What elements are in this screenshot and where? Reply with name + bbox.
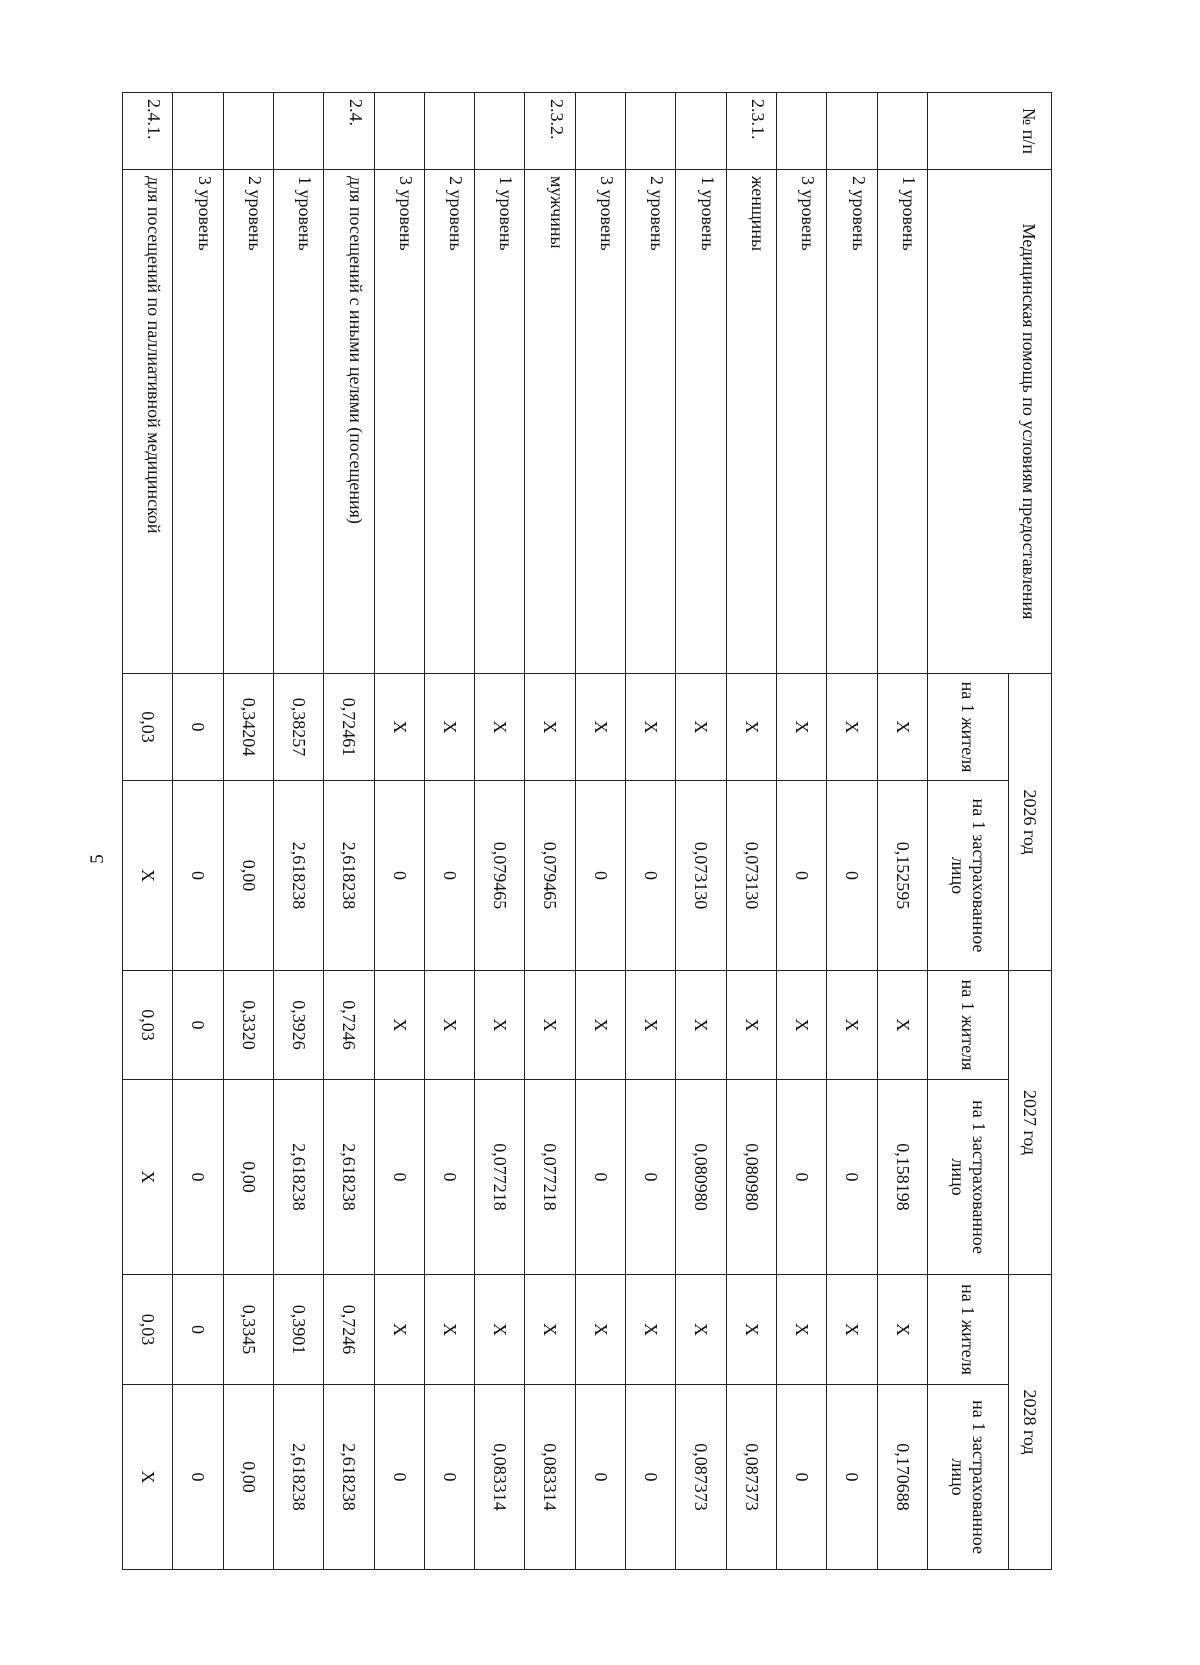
column-header-care-type: Медицинская помощь по условиям предоставления [928,170,1052,674]
row-number [273,93,323,170]
table-cell-value: 0,03 [123,1275,173,1385]
table-cell-value: Х [827,674,877,781]
table-cell-value: 0,077218 [475,1080,525,1275]
page-number: 5 [87,854,108,864]
row-number [475,93,525,170]
row-label: 2 уровень [827,170,877,674]
row-label: 3 уровень [173,170,223,674]
row-number [575,93,625,170]
table-cell-value: Х [877,1275,927,1385]
table-cell-value: Х [777,1275,827,1385]
table-row [726,93,776,1570]
table-cell-value: 0,34204 [223,674,273,781]
table-cell-value: Х [877,971,927,1080]
table-cell-value: Х [676,674,726,781]
subheader-per-insured: на 1 застрахованное лицо [928,1385,1009,1570]
table-cell-value: 0 [374,1080,424,1275]
table-cell-value: 0,7246 [324,1275,374,1385]
table-cell-value: 0 [827,1385,877,1570]
table-cell-value: Х [575,1275,625,1385]
row-number [374,93,424,170]
row-number [676,93,726,170]
row-number [424,93,474,170]
table-cell-value: 0,3345 [223,1275,273,1385]
column-header-year-2028: 2028 год [1009,1275,1052,1570]
table-cell-value: 0,170688 [877,1385,927,1570]
table-cell-value: 0 [173,674,223,781]
table-cell-value: 0 [424,1385,474,1570]
table-cell-value: 0,00 [223,1385,273,1570]
table-cell-value: 0 [777,1385,827,1570]
table-cell-value: 0,158198 [877,1080,927,1275]
table-cell-value: 0,073130 [676,781,726,971]
row-label: мужчины [525,170,575,674]
row-number [223,93,273,170]
table-cell-value: Х [575,971,625,1080]
table-cell-value: 0 [626,1080,676,1275]
subheader-per-resident: на 1 жителя [928,674,1009,781]
table-cell-value: Х [877,674,927,781]
row-label: 1 уровень [877,170,927,674]
table-cell-value: 0 [173,1275,223,1385]
row-label: 2 уровень [223,170,273,674]
medical-care-volume-table [122,92,1052,1570]
table-row [827,93,877,1570]
table-cell-value: Х [827,971,877,1080]
table-cell-value: 2,618238 [273,1080,323,1275]
table-cell-value: 0,080980 [726,1080,776,1275]
table-cell-value: 2,618238 [273,1385,323,1570]
row-label: 3 уровень [777,170,827,674]
table-cell-value: Х [777,674,827,781]
table-cell-value: Х [626,971,676,1080]
table-cell-value: 0,72461 [324,674,374,781]
subheader-per-insured: на 1 застрахованное лицо [928,781,1009,971]
table-cell-value: 0 [374,1385,424,1570]
table-cell-value: 0,03 [123,971,173,1080]
table-cell-value: Х [575,674,625,781]
subheader-per-insured: на 1 застрахованное лицо [928,1080,1009,1275]
table-row [273,93,323,1570]
table-cell-value: 0,083314 [475,1385,525,1570]
table-cell-value: 0,152595 [877,781,927,971]
table-cell-value: 0,3320 [223,971,273,1080]
table-cell-value: Х [827,1275,877,1385]
table-cell-value: Х [374,971,424,1080]
table-cell-value: 0,073130 [726,781,776,971]
row-label: 3 уровень [575,170,625,674]
table-cell-value: Х [676,971,726,1080]
row-number: 2.4.1. [123,93,173,170]
row-number: 2.3.2. [525,93,575,170]
table-row [475,93,525,1570]
table-row [173,93,223,1570]
table-cell-value: Х [726,674,776,781]
table-cell-value: 0,080980 [676,1080,726,1275]
table-cell-value: Х [123,1080,173,1275]
row-label: 2 уровень [626,170,676,674]
row-label: 1 уровень [475,170,525,674]
table-cell-value: 0,00 [223,1080,273,1275]
table-cell-value: Х [726,971,776,1080]
table-cell-value: 0 [173,1385,223,1570]
table-cell-value: 0,03 [123,674,173,781]
column-header-number: № п/п [928,93,1052,170]
table-cell-value: 0 [626,1385,676,1570]
table-row [676,93,726,1570]
table-row [424,93,474,1570]
row-number [827,93,877,170]
table-cell-value: 0,079465 [475,781,525,971]
table-cell-value: 0,3901 [273,1275,323,1385]
column-header-year-2026: 2026 год [1009,674,1052,971]
table-cell-value: 0,077218 [525,1080,575,1275]
rotated-table-container [122,92,1052,1569]
table-row [525,93,575,1570]
table-cell-value: 0 [777,781,827,971]
table-cell-value: Х [123,1385,173,1570]
table-cell-value: 0 [173,971,223,1080]
table-cell-value: 0 [777,1080,827,1275]
subheader-per-resident: на 1 жителя [928,1275,1009,1385]
row-number: 2.4. [324,93,374,170]
table-body [123,93,928,1570]
table-cell-value: Х [525,674,575,781]
table-cell-value: 0,7246 [324,971,374,1080]
table-cell-value: Х [374,1275,424,1385]
table-cell-value: 2,618238 [324,1080,374,1275]
row-number [877,93,927,170]
row-number [777,93,827,170]
table-cell-value: Х [726,1275,776,1385]
row-label: 2 уровень [424,170,474,674]
table-cell-value: Х [676,1275,726,1385]
table-cell-value: 0 [374,781,424,971]
table-cell-value: Х [777,971,827,1080]
row-number [173,93,223,170]
table-cell-value: 0 [575,1385,625,1570]
table-cell-value: 0,38257 [273,674,323,781]
table-cell-value: Х [475,674,525,781]
table-cell-value: 0 [827,1080,877,1275]
table-row [575,93,625,1570]
table-cell-value: Х [525,1275,575,1385]
table-row [877,93,927,1570]
table-cell-value: Х [424,674,474,781]
row-label: 3 уровень [374,170,424,674]
table-cell-value: 2,618238 [273,781,323,971]
row-label: для посещений с иными целями (посещения) [324,170,374,674]
table-row [626,93,676,1570]
table-cell-value: Х [475,1275,525,1385]
table-row [374,93,424,1570]
row-label: 1 уровень [676,170,726,674]
table-cell-value: 0,3926 [273,971,323,1080]
table-cell-value: 2,618238 [324,1385,374,1570]
table-cell-value: 0 [827,781,877,971]
row-label: для посещений по паллиативной медицинской [123,170,173,674]
table-cell-value: 0 [575,781,625,971]
table-row [777,93,827,1570]
table-cell-value: 0 [173,1080,223,1275]
table-row [324,93,374,1570]
table-cell-value: Х [626,674,676,781]
column-header-year-2027: 2027 год [1009,971,1052,1275]
table-cell-value: Х [424,971,474,1080]
row-label: 1 уровень [273,170,323,674]
row-number: 2.3.1. [726,93,776,170]
table-cell-value: Х [475,971,525,1080]
subheader-per-resident: на 1 жителя [928,971,1009,1080]
table-cell-value: Х [123,781,173,971]
table-cell-value: 0,087373 [676,1385,726,1570]
table-cell-value: 0 [626,781,676,971]
table-cell-value: Х [525,971,575,1080]
table-cell-value: 0 [424,1080,474,1275]
table-cell-value: 0 [173,781,223,971]
table-cell-value: 0 [575,1080,625,1275]
row-label: женщины [726,170,776,674]
table-row [223,93,273,1570]
table-cell-value: Х [374,674,424,781]
table-cell-value: 0,087373 [726,1385,776,1570]
table-cell-value: 0 [424,781,474,971]
table-cell-value: 0,00 [223,781,273,971]
table-cell-value: 2,618238 [324,781,374,971]
table-cell-value: 0,079465 [525,781,575,971]
table-row [123,93,173,1570]
table-cell-value: 0,083314 [525,1385,575,1570]
table-cell-value: Х [626,1275,676,1385]
table-cell-value: Х [424,1275,474,1385]
row-number [626,93,676,170]
